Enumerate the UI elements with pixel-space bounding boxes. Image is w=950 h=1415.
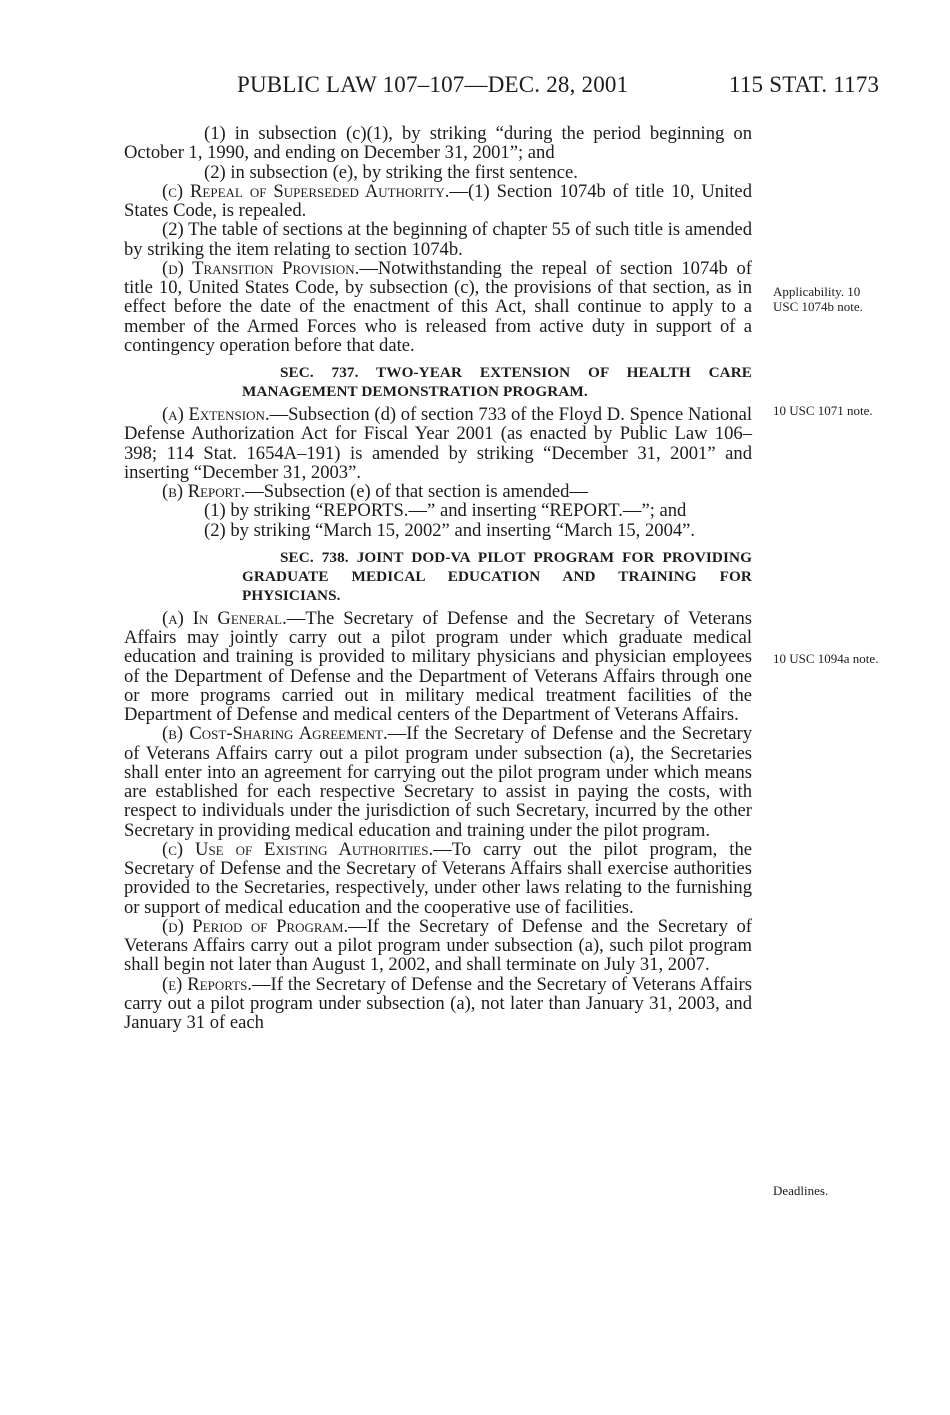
paragraph-heading: (c) Repeal of Superseded Authority.	[162, 180, 450, 202]
paragraph: (2) The table of sections at the beginning of chapter 55 of such title is amended by striking the item relating to section 1074b.	[124, 219, 752, 260]
paragraph: (c) Repeal of Superseded Authority.—(1) Section 1074b of title 10, United States Code, is repealed.	[124, 180, 752, 221]
paragraph-heading: (d) Period of Program.	[162, 915, 349, 937]
paragraph: (2) by striking “March 15, 2002” and inserting “March 15, 2004”.	[204, 519, 696, 541]
paragraph: (b) Cost-Sharing Agreement.—If the Secretary of Defense and the Secretary of Veterans Affairs carry out a pilot program under subsection (a), the Secretaries shall enter into an agreement for carrying out the pilot program under which means are established for each respective Secretary to assist in paying the costs, with respect to individuals under the jurisdiction of such Secretary, incurred by the other Secretary in providing medical education and training under the pilot program.	[124, 723, 752, 841]
margin-note-1094a: 10 USC 1094a note.	[773, 651, 879, 666]
paragraph: (b) Report.—Subsection (e) of that section is amended—	[162, 481, 589, 502]
paragraph-heading: (c) Use of Existing Authorities.	[162, 838, 434, 860]
paragraph-heading: (b) Cost-Sharing Agreement.	[162, 723, 388, 745]
paragraph: (d) Period of Program.—If the Secretary of Defense and the Secretary of Veterans Affairs carry out a pilot program under subsection (a), such pilot program shall begin not later than August 1, 2002, and shall terminate on July 31, 2007.	[124, 915, 752, 976]
paragraph: (d) Transition Provision.—Notwithstanding the repeal of section 1074b of title 10, United States Code, by subsection (c), the provisions of that section, as in effect before the date of the enactment of this Act, shall continue to apply to a member of the Armed Forces who is released from active duty in support of a contingency operation before that date.	[124, 257, 752, 356]
running-header-title: PUBLIC LAW 107–107—DEC. 28, 2001	[237, 72, 629, 97]
margin-note-applicability: Applicability. 10 USC 1074b note.	[773, 284, 863, 314]
margin-note-1071: 10 USC 1071 note.	[773, 403, 873, 418]
paragraph-heading: (b) Report.	[162, 481, 246, 502]
margin-note-deadlines: Deadlines.	[773, 1183, 829, 1198]
running-header-page-number: 115 STAT. 1173	[729, 72, 880, 97]
paragraph: (e) Reports.—If the Secretary of Defense and the Secretary of Veterans Affairs carry out a pilot program under subsection (a), not later than January 31, 2003, and January 31 of each	[124, 973, 752, 1033]
paragraph: (c) Use of Existing Authorities.—To carry out the pilot program, the Secretary of Defense and the Secretary of Veterans Affairs shall exercise authorities provided to the Secretaries, respectively, under other laws relating to the furnishing or support of medical education and the cooperative use of facilities.	[124, 838, 752, 918]
paragraph: (1) by striking “REPORTS.—” and inserting “REPORT.—”; and	[204, 500, 687, 522]
body-text	[124, 124, 752, 1032]
paragraph: (a) Extension.—Subsection (d) of section 733 of the Floyd D. Spence National Defense Authorization Act for Fiscal Year 2001 (as enacted by Public Law 106–398; 114 Stat. 1654A–191) is amended by striking “December 31, 2001” and inserting “December 31, 2003”.	[124, 404, 752, 483]
paragraph: (1) in subsection (c)(1), by striking “during the period beginning on October 1, 1990, and ending on December 31, 2001”; and	[124, 123, 752, 164]
paragraph-heading: (d) Transition Provision.	[162, 257, 360, 279]
paragraph-heading: (e) Reports.	[162, 973, 252, 995]
section-heading-738: SEC. 738. JOINT DOD-VA PILOT PROGRAM FOR PROVIDING GRADUATE MEDICAL EDUCATION AND TRAINING FOR PHYSICIANS.	[242, 548, 752, 604]
paragraph: (2) in subsection (e), by striking the first sentence.	[204, 161, 578, 183]
paragraph: (a) In General.—The Secretary of Defense and the Secretary of Veterans Affairs may jointly carry out a pilot program under which graduate medical education and training is provided to military physicians and physician employees of the Department of Defense and the Department of Veterans Affairs through one or more programs carried out in military medical treatment facilities of the Department of Defense and medical centers of the Department of Veterans Affairs.	[124, 607, 753, 725]
paragraph-heading: (a) In General.	[162, 607, 287, 629]
section-heading-737: SEC. 737. TWO-YEAR EXTENSION OF HEALTH CARE MANAGEMENT DEMONSTRATION PROGRAM.	[242, 364, 752, 400]
paragraph-heading: (a) Extension.	[162, 404, 270, 425]
